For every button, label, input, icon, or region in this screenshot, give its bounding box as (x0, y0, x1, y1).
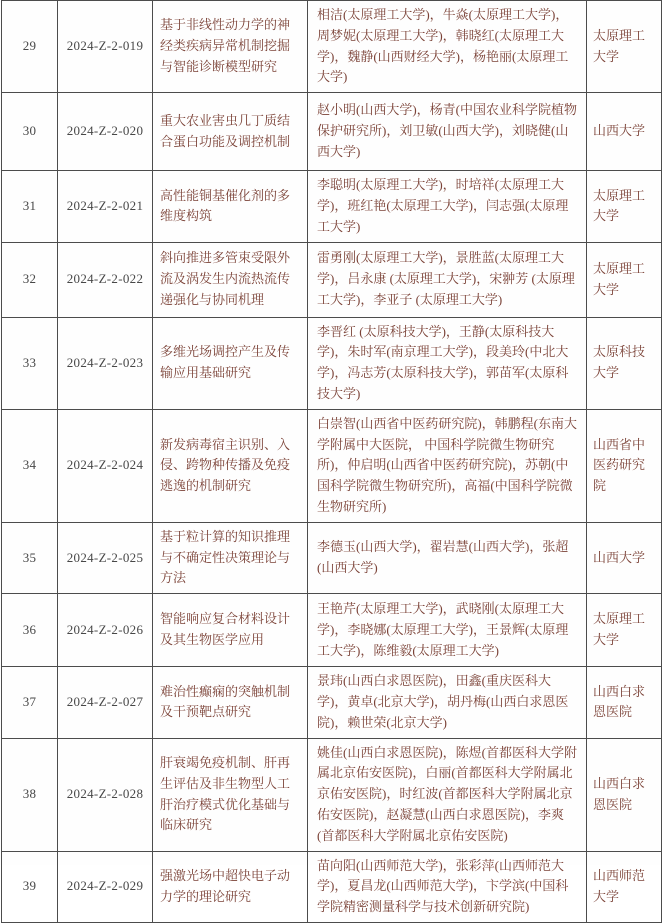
institution-cell: 太原理工大学 (587, 594, 662, 667)
project-code-cell: 2024-Z-2-026 (58, 594, 153, 667)
table-row (2, 851, 662, 922)
project-members-cell: 李德玉(山西大学)，翟岩慧(山西大学)，张超(山西大学) (308, 522, 587, 593)
table-row (2, 1, 662, 93)
table-row (2, 317, 662, 409)
project-code-cell: 2024-Z-2-020 (58, 93, 153, 171)
project-title-cell: 基于非线性动力学的神经类疾病异常机制挖掘与智能诊断模型研究 (153, 1, 308, 93)
row-number-cell: 32 (2, 242, 58, 317)
row-number-cell: 29 (2, 1, 58, 93)
project-members-cell: 苗向阳(山西师范大学)，张彩萍(山西师范大学)，夏昌龙(山西师范大学)，卞学滨(中国科学院精密测量科学与技术创新研究院) (308, 851, 587, 922)
project-members-cell: 李晋红 (太原科技大学)，王静(太原科技大学)，朱时军(南京理工大学)，段美玲(中北大学)，冯志芳(太原科技大学)，郭苗军(太原科技大学) (308, 317, 587, 409)
row-number-cell: 39 (2, 851, 58, 922)
row-number-cell: 30 (2, 93, 58, 171)
institution-cell: 山西省中医药研究院 (587, 409, 662, 522)
institution-cell: 山西大学 (587, 522, 662, 593)
project-title-cell: 多维光场调控产生及传输应用基础研究 (153, 317, 308, 409)
project-code-cell: 2024-Z-2-028 (58, 738, 153, 851)
project-code-cell: 2024-Z-2-024 (58, 409, 153, 522)
table-row (2, 738, 662, 851)
project-title-cell: 肝衰竭免疫机制、肝再生评估及非生物型人工肝治疗模式优化基础与临床研究 (153, 738, 308, 851)
table-row (2, 171, 662, 242)
project-code-cell: 2024-Z-2-029 (58, 851, 153, 922)
project-members-cell: 景玮(山西白求恩医院)，田鑫(重庆医科大学)，黄卓(北京大学)，胡丹梅(山西白求恩医院)，赖世荣(北京大学) (308, 667, 587, 738)
project-code-cell: 2024-Z-2-019 (58, 1, 153, 93)
project-title-cell: 智能响应复合材料设计及其生物医学应用 (153, 594, 308, 667)
project-title-cell: 重大农业害虫几丁质结合蛋白功能及调控机制 (153, 93, 308, 171)
project-members-cell: 姚佳(山西白求恩医院)，陈煜(首都医科大学附属北京佑安医院)，白丽(首都医科大学附属北京佑安医院)，时红波(首都医科大学附属北京佑安医院)，赵凝慧(山西白求恩医院)，李爽(首都医科大学附属北京佑安医院) (308, 738, 587, 851)
project-members-cell: 相洁(太原理工大学)，牛焱(太原理工大学)，周梦妮(太原理工大学)，韩晓红(太原理工大学)，魏静(山西财经大学)，杨艳丽(太原理工大学) (308, 1, 587, 93)
project-members-cell: 李聪明(太原理工大学)，时培祥(太原理工大学)，班红艳(太原理工大学)，闫志强(太原理工大学) (308, 171, 587, 242)
institution-cell: 山西师范大学 (587, 851, 662, 922)
row-number-cell: 38 (2, 738, 58, 851)
table-body (2, 1, 662, 923)
table-row (2, 93, 662, 171)
institution-cell: 太原理工大学 (587, 171, 662, 242)
table-row (2, 242, 662, 317)
institution-cell: 山西白求恩医院 (587, 738, 662, 851)
row-number-cell: 33 (2, 317, 58, 409)
project-code-cell: 2024-Z-2-027 (58, 667, 153, 738)
project-members-cell: 赵小明(山西大学)，杨青(中国农业科学院植物保护研究所)，刘卫敏(山西大学)，刘晓健(山西大学) (308, 93, 587, 171)
institution-cell: 太原理工大学 (587, 242, 662, 317)
institution-cell: 太原科技大学 (587, 317, 662, 409)
row-number-cell: 35 (2, 522, 58, 593)
row-number-cell: 34 (2, 409, 58, 522)
institution-cell: 太原理工大学 (587, 1, 662, 93)
project-title-cell: 新发病毒宿主识别、入侵、跨物种传播及免疫逃逸的机制研究 (153, 409, 308, 522)
row-number-cell: 31 (2, 171, 58, 242)
table-row (2, 409, 662, 522)
project-code-cell: 2024-Z-2-021 (58, 171, 153, 242)
institution-cell: 山西大学 (587, 93, 662, 171)
project-code-cell: 2024-Z-2-022 (58, 242, 153, 317)
table-row (2, 667, 662, 738)
project-title-cell: 斜向推进多管束受限外流及涡发生内流热流传递强化与协同机理 (153, 242, 308, 317)
row-number-cell: 36 (2, 594, 58, 667)
table-row (2, 522, 662, 593)
table-row (2, 594, 662, 667)
project-members-cell: 王艳芹(太原理工大学)，武晓刚(太原理工大学)，李晓娜(太原理工大学)，王景辉(太原理工大学)，陈维毅(太原理工大学) (308, 594, 587, 667)
project-code-cell: 2024-Z-2-025 (58, 522, 153, 593)
project-title-cell: 基于粒计算的知识推理与不确定性决策理论与方法 (153, 522, 308, 593)
project-code-cell: 2024-Z-2-023 (58, 317, 153, 409)
project-members-cell: 雷勇刚(太原理工大学)，景胜蓝(太原理工大学)，吕永康 (太原理工大学)，宋翀芳 (太原理工大学)，李亚子 (太原理工大学) (308, 242, 587, 317)
projects-table (1, 0, 662, 923)
institution-cell: 山西白求恩医院 (587, 667, 662, 738)
project-title-cell: 高性能铜基催化剂的多维度构筑 (153, 171, 308, 242)
row-number-cell: 37 (2, 667, 58, 738)
project-title-cell: 难治性癫痫的突触机制及干预靶点研究 (153, 667, 308, 738)
project-members-cell: 白崇智(山西省中医药研究院)，韩鹏程(东南大学附属中大医院， 中国科学院微生物研究所)，仲启明(山西省中医药研究院)，苏朝(中国科学院微生物研究所)，高福(中国科学院微生物研究所) (308, 409, 587, 522)
project-title-cell: 强激光场中超快电子动力学的理论研究 (153, 851, 308, 922)
